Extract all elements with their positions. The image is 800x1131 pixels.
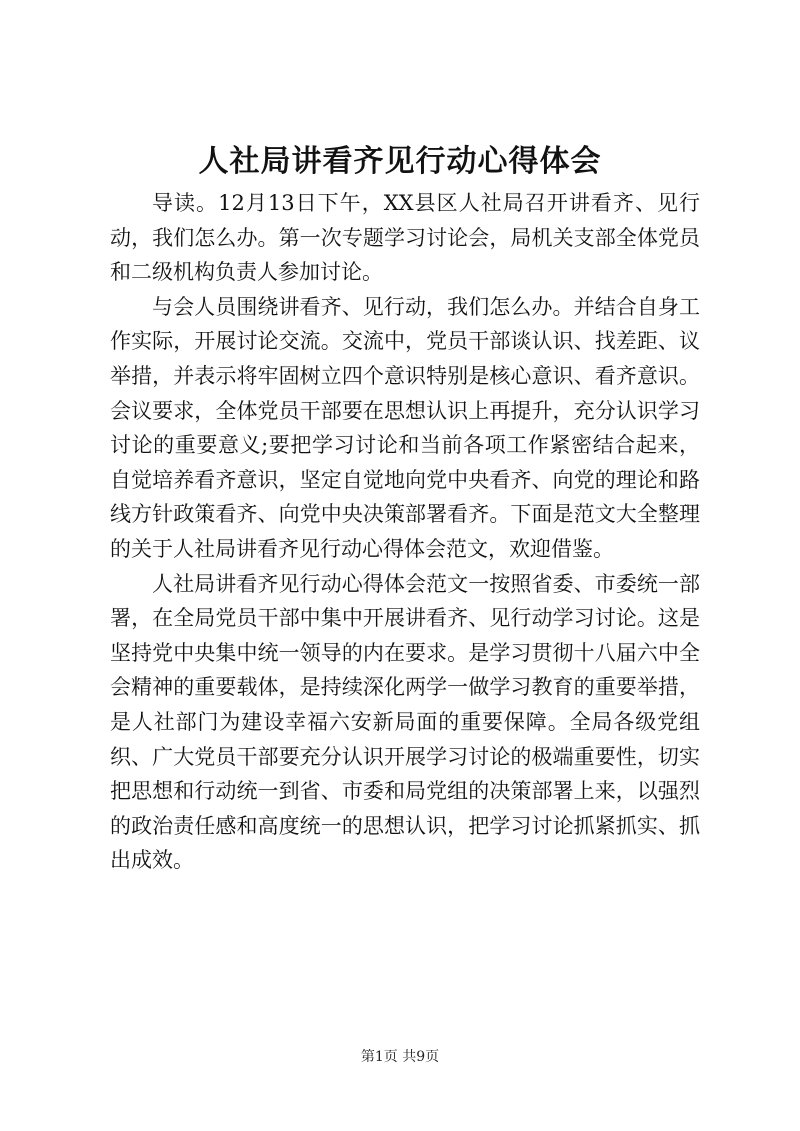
document-body <box>110 186 700 878</box>
paragraph-sample-one: 人社局讲看齐见行动心得体会范文一按照省委、市委统一部署，在全局党员干部中集中开展讲看齐、见行动学习讨论。这是坚持党中央集中统一领导的内在要求。是学习贯彻十八届六中全会精神的重要载体，是持续深化两学一做学习教育的重要举措，是人社部门为建设幸福六安新局面的重要保障。全局各级党组织、广大党员干部要充分认识开展学习讨论的极端重要性，切实把思想和行动统一到省、市委和局党组的决策部署上来，以强烈的政治责任感和高度统一的思想认识，把学习讨论抓紧抓实、抓出成效。 <box>110 571 700 873</box>
page-indicator: 第1页 共9页 <box>360 1049 440 1065</box>
page-footer <box>0 1047 800 1067</box>
paragraph-discussion: 与会人员围绕讲看齐、见行动，我们怎么办。并结合自身工作实际，开展讨论交流。交流中，党员干部谈认识、找差距、议举措，并表示将牢固树立四个意识特别是核心意识、看齐意识。会议要求，全体党员干部要在思想认识上再提升，充分认识学习讨论的重要意义;要把学习讨论和当前各项工作紧密结合起来，自觉培养看齐意识，坚定自觉地向党中央看齐、向党的理论和路线方针政策看齐、向党中央决策部署看齐。下面是范文大全整理的关于人社局讲看齐见行动心得体会范文，欢迎借鉴。 <box>110 294 700 561</box>
document-title: 人社局讲看齐见行动心得体会 <box>198 144 602 179</box>
paragraph-intro: 导读。12月13日下午，XX县区人社局召开讲看齐、见行动，我们怎么办。第一次专题学习讨论会，局机关支部全体党员和二级机构负责人参加讨论。 <box>110 191 700 285</box>
